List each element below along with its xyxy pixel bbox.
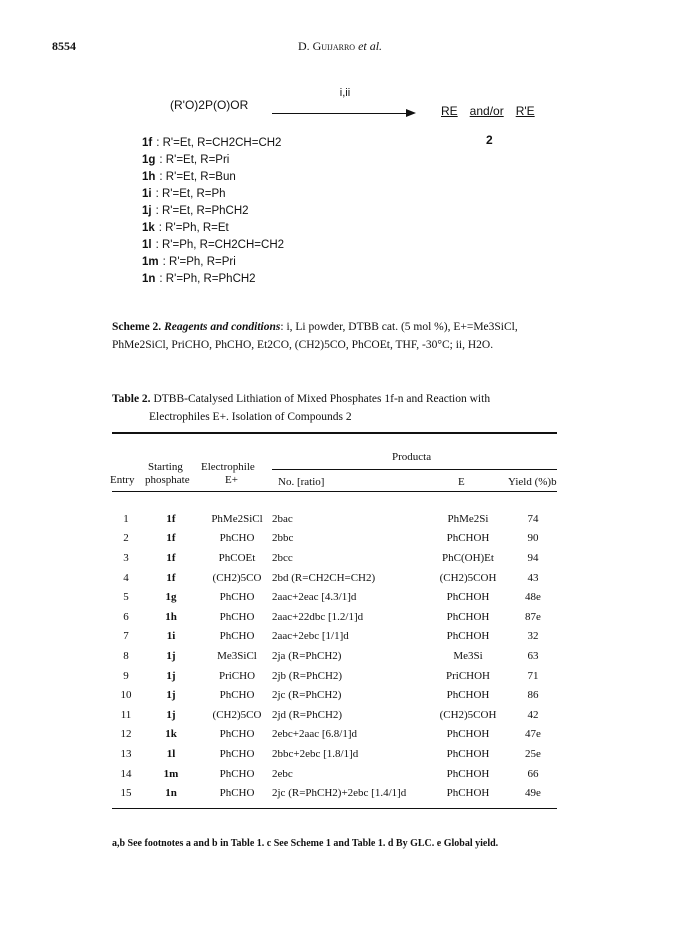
compound-item: 1n : R'=Ph, R=PhCH2 xyxy=(142,273,256,285)
scheme-caption: Scheme 2. Reagents and conditions: i, Li powder, DTBB cat. (5 mol %), E+=Me3SiCl, PhMe2SiCl, PriCHO, PhCHO, Et2CO, (CH2)5CO, PhCOEt, THF, -30°C; ii, H2O. xyxy=(112,321,518,351)
table-row: 5 1g PhCHO 2aac+2eac [4.3/1]d PhCHOH 48e xyxy=(123,591,541,604)
reaction-arrow-shaft xyxy=(272,113,412,114)
table-row: 4 1f (CH2)5CO 2bd (R=CH2CH=CH2) (CH2)5COH 43 xyxy=(123,571,539,584)
header-bottom-rule xyxy=(112,491,557,492)
table-row: 3 1f PhCOEt 2bcc PhC(OH)Et 94 xyxy=(123,551,539,564)
running-head xyxy=(0,39,680,54)
compound-item: 1i : R'=Et, R=Ph xyxy=(142,188,226,200)
product-andor: and/or xyxy=(469,104,504,118)
table-row: 1 1f PhMe2SiCl 2bac PhMe2Si 74 xyxy=(123,512,539,525)
compound-list xyxy=(142,135,284,288)
table-row: 11 1j (CH2)5CO 2jd (R=PhCH2) (CH2)5COH 42 xyxy=(120,708,539,721)
compound-item: 1h : R'=Et, R=Bun xyxy=(142,171,236,183)
compound-item: 1f : R'=Et, R=CH2CH=CH2 xyxy=(142,137,282,149)
header-starting: Starting xyxy=(148,461,183,473)
product-header-rule xyxy=(272,469,557,470)
header-product: Producta xyxy=(392,451,432,463)
header-no-ratio: No. [ratio] xyxy=(278,476,325,488)
product-re: RE xyxy=(441,104,458,118)
table-caption: Table 2. DTBB-Catalysed Lithiation of Mixed Phosphates 1f-n and Reaction with Electrophiles E+. Isolation of Compounds 2 xyxy=(112,393,491,423)
table-bottom-rule xyxy=(112,808,557,809)
running-head-authors: D. Guijarro xyxy=(297,39,356,53)
table-row: 14 1m PhCHO 2ebc PhCHOH 66 xyxy=(120,767,539,780)
compound-item: 1j : R'=Et, R=PhCH2 xyxy=(142,205,249,217)
table-top-rule xyxy=(112,432,557,434)
header-phosphate: phosphate xyxy=(145,474,190,486)
scheme-product-number: 2 xyxy=(486,133,493,147)
compound-item: 1m : R'=Ph, R=Pri xyxy=(142,256,236,268)
table-row: 8 1j Me3SiCl 2ja (R=PhCH2) Me3Si 63 xyxy=(123,649,539,662)
running-head-etal: et al. xyxy=(358,39,383,53)
table-footnote: a,b See footnotes a and b in Table 1. c See Scheme 1 and Table 1. d By GLC. e Global yield. xyxy=(112,838,499,849)
table-row: 13 1l PhCHO 2bbc+2ebc [1.8/1]d PhCHOH 25e xyxy=(120,747,541,760)
scheme-products xyxy=(441,104,535,118)
table-row: 15 1n PhCHO 2jc (R=PhCH2)+2ebc [1.4/1]d PhCHOH 49e xyxy=(120,787,541,800)
compound-item: 1l : R'=Ph, R=CH2CH=CH2 xyxy=(142,239,285,251)
product-r-prime-e: R'E xyxy=(515,104,535,118)
header-e: E xyxy=(458,476,465,488)
table-row: 6 1h PhCHO 2aac+22dbc [1.2/1]d PhCHOH 87e xyxy=(123,610,541,623)
scheme-reactant: (R'O)2P(O)OR xyxy=(170,98,249,112)
table-row: 10 1j PhCHO 2jc (R=PhCH2) PhCHOH 86 xyxy=(120,689,539,702)
reaction-arrow-icon xyxy=(406,109,416,117)
data-table xyxy=(112,509,557,803)
compound-item: 1g : R'=Et, R=Pri xyxy=(142,154,230,166)
header-electrophile: Electrophile xyxy=(201,461,255,473)
scheme-conditions-label: i,ii xyxy=(339,87,351,99)
table-row: 12 1k PhCHO 2ebc+2aac [6.8/1]d PhCHOH 47e xyxy=(120,728,541,741)
page-number: 8554 xyxy=(52,39,76,53)
header-yield: Yield (%)b xyxy=(508,476,557,488)
header-entry: Entry xyxy=(110,474,135,486)
table-row: 2 1f PhCHO 2bbc PhCHOH 90 xyxy=(123,532,539,545)
table-row: 9 1j PriCHO 2jb (R=PhCH2) PriCHOH 71 xyxy=(123,669,539,682)
table-row: 7 1i PhCHO 2aac+2ebc [1/1]d PhCHOH 32 xyxy=(123,630,539,643)
compound-item: 1k : R'=Ph, R=Et xyxy=(142,222,229,234)
header-e-plus: E+ xyxy=(225,474,238,486)
